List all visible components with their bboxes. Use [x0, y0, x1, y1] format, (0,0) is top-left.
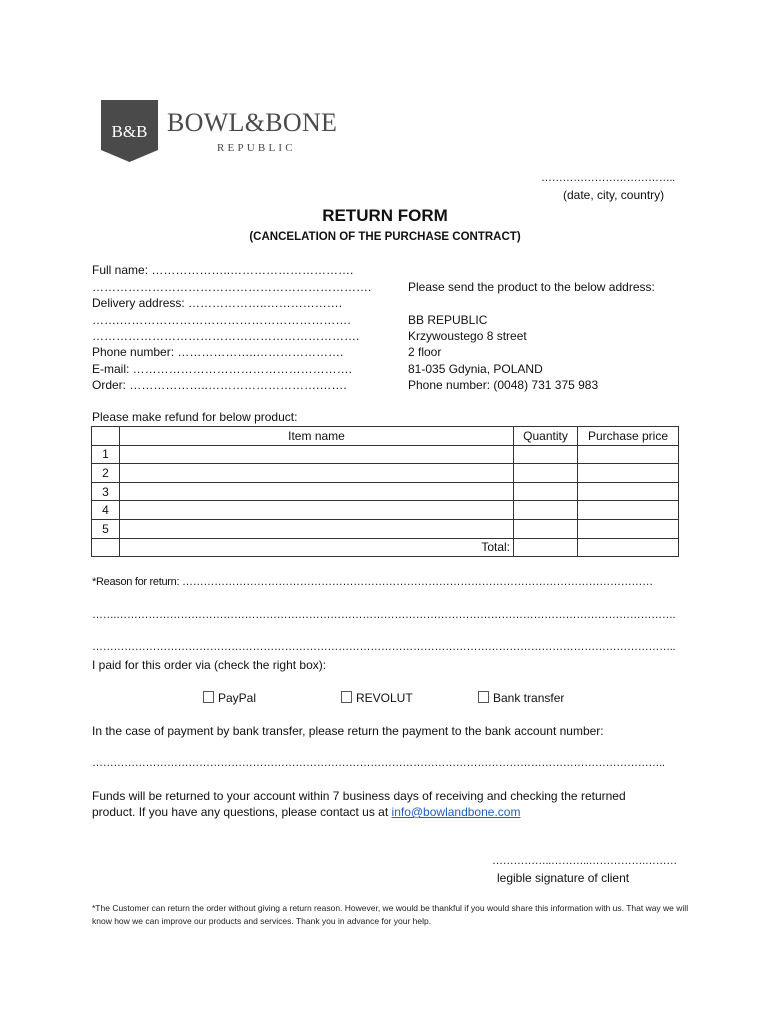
payment-option-revolut[interactable]	[341, 691, 413, 705]
item-name-cell[interactable]	[120, 501, 514, 520]
item-name-cell[interactable]	[120, 519, 514, 538]
row-number: 1	[92, 445, 120, 464]
date-dotted-line[interactable]: ………………………………..	[541, 172, 675, 184]
row-number: 5	[92, 519, 120, 538]
item-name-cell[interactable]	[120, 482, 514, 501]
return-company: BB REPUBLIC	[408, 313, 488, 327]
total-price-cell[interactable]	[578, 538, 679, 557]
contact-email-link[interactable]: info@bowlandbone.com	[391, 805, 521, 819]
header-item-name: Item name	[120, 427, 514, 446]
paypal-checkbox[interactable]	[203, 691, 214, 703]
bank-transfer-checkbox[interactable]	[478, 691, 489, 703]
date-label: (date, city, country)	[563, 188, 665, 202]
brand-name: BOWL&BONE	[167, 108, 338, 137]
full-name-line-2[interactable]: …………………………………………………………….	[92, 280, 372, 294]
quantity-cell[interactable]	[514, 482, 578, 501]
refund-items-table	[91, 426, 679, 557]
delivery-address-field[interactable]: Delivery address: ………………..……………….	[92, 296, 343, 310]
phone-number-field[interactable]: Phone number: ………………..………………….	[92, 345, 344, 359]
order-field[interactable]: Order: ………………..……………………….…….	[92, 378, 347, 392]
table-row	[92, 482, 679, 501]
purchase-price-cell[interactable]	[578, 445, 679, 464]
page-subtitle: (CANCELATION OF THE PURCHASE CONTRACT)	[249, 231, 521, 243]
bank-account-field[interactable]: ……………………………………………………………………………………………………………………………………………..	[92, 757, 665, 769]
reason-for-return-field[interactable]: *Reason for return: ……………………………………………………………………………………………………………………	[92, 576, 653, 588]
total-quantity-cell[interactable]	[514, 538, 578, 557]
item-name-cell[interactable]	[120, 464, 514, 483]
email-field[interactable]: E-mail: ……………………………………………….	[92, 362, 353, 376]
reason-line-2[interactable]: …….………………………………………………………………………………………………………………………………………….	[92, 609, 676, 621]
signature-dotted-line[interactable]: ……………..………..…………….………	[492, 855, 677, 867]
quantity-cell[interactable]	[514, 445, 578, 464]
revolut-label: REVOLUT	[356, 691, 413, 705]
table-row	[92, 464, 679, 483]
row-number: 3	[92, 482, 120, 501]
quantity-cell[interactable]	[514, 519, 578, 538]
row-number: 2	[92, 464, 120, 483]
payment-intro: I paid for this order via (check the right box):	[92, 658, 327, 672]
signature-label: legible signature of client	[497, 871, 630, 885]
row-number: 4	[92, 501, 120, 520]
funds-text-line-2	[92, 805, 520, 819]
table-row	[92, 519, 679, 538]
table-row	[92, 445, 679, 464]
return-city: 81-035 Gdynia, POLAND	[408, 362, 543, 376]
purchase-price-cell[interactable]	[578, 519, 679, 538]
logo-badge-text: B&B	[111, 122, 148, 141]
table-row	[92, 501, 679, 520]
return-phone: Phone number: (0048) 731 375 983	[408, 378, 599, 392]
bank-account-intro: In the case of payment by bank transfer, please return the payment to the bank account number:	[92, 724, 604, 738]
page-title: RETURN FORM	[322, 206, 448, 225]
revolut-checkbox[interactable]	[341, 691, 352, 703]
delivery-address-line-2[interactable]: …….………………………………………………….	[92, 313, 351, 327]
return-street: Krzywoustego 8 street	[408, 329, 527, 343]
footnote: *The Customer can return the order without giving a return reason. However, we would be thankful if you would share this information with us. That way we will know how we can improve our products and services. Thank you in advance for your help.	[92, 903, 689, 926]
item-name-cell[interactable]	[120, 445, 514, 464]
brand-subtitle: REPUBLIC	[217, 142, 296, 154]
header-quantity: Quantity	[514, 427, 578, 446]
total-number-cell	[92, 538, 120, 557]
bank-transfer-label: Bank transfer	[493, 691, 565, 705]
header-number-cell	[92, 427, 120, 446]
purchase-price-cell[interactable]	[578, 501, 679, 520]
delivery-address-line-3[interactable]: ………………………………………………………….	[92, 329, 360, 343]
funds-text-line-1: Funds will be returned to your account within 7 business days of receiving and checking the returned	[92, 789, 626, 803]
full-name-field[interactable]: Full name: ………………..………………………….	[92, 263, 354, 277]
quantity-cell[interactable]	[514, 464, 578, 483]
header-purchase-price: Purchase price	[578, 427, 679, 446]
purchase-price-cell[interactable]	[578, 482, 679, 501]
payment-option-bank-transfer[interactable]	[478, 691, 564, 705]
table-header-row	[92, 427, 679, 446]
quantity-cell[interactable]	[514, 501, 578, 520]
refund-intro: Please make refund for below product:	[92, 410, 298, 424]
paypal-label: PayPal	[218, 691, 257, 705]
payment-option-paypal[interactable]	[203, 691, 256, 705]
reason-line-3[interactable]: ………………………………………………………………………………………………………………………………………………..	[92, 641, 676, 653]
purchase-price-cell[interactable]	[578, 464, 679, 483]
table-total-row	[92, 538, 679, 557]
bb-logo-badge-icon	[101, 100, 158, 162]
return-floor: 2 floor	[408, 345, 442, 359]
funds-text-prefix: product. If you have any questions, please contact us at	[92, 805, 392, 819]
total-label: Total:	[120, 538, 514, 557]
return-address-intro: Please send the product to the below address:	[408, 280, 655, 294]
